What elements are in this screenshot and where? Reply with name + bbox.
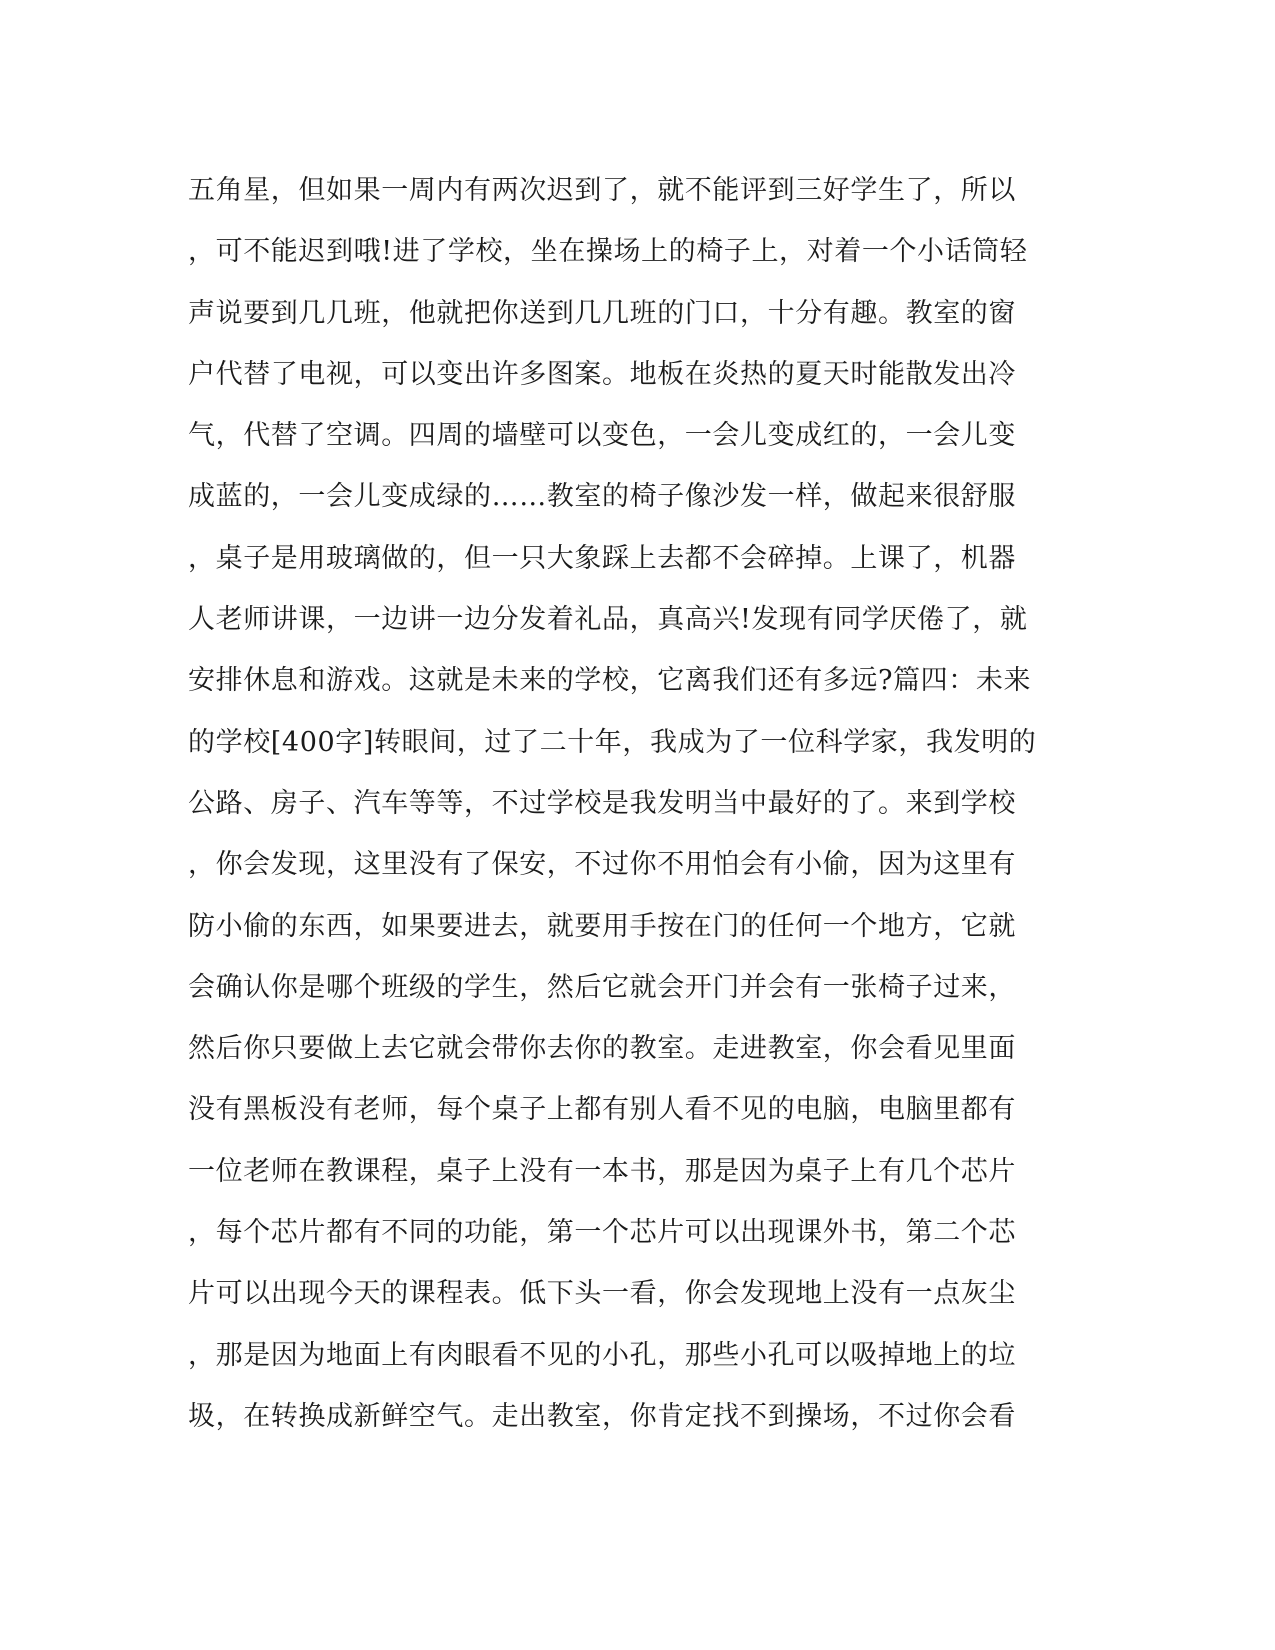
text-line: ，桌子是用玻璃做的，但一只大象踩上去都不会碎掉。上课了，机器 [188,542,1016,574]
text-line: 没有黑板没有老师，每个桌子上都有别人看不见的电脑，电脑里都有 [188,1094,1016,1126]
text-line: 的学校[400字]转眼间，过了二十年，我成为了一位科学家，我发明的 [188,726,1037,758]
text-line: ，每个芯片都有不同的功能，第一个芯片可以出现课外书，第二个芯 [188,1217,1016,1249]
text-line: 公路、房子、汽车等等，不过学校是我发明当中最好的了。来到学校 [188,787,1016,819]
text-line: ，那是因为地面上有肉眼看不见的小孔，那些小孔可以吸掉地上的垃 [188,1339,1016,1371]
text-line: 然后你只要做上去它就会带你去你的教室。走进教室，你会看见里面 [188,1033,1016,1065]
text-line: 一位老师在教课程，桌子上没有一本书，那是因为桌子上有几个芯片 [188,1155,1016,1187]
text-line: 成蓝的，一会儿变成绿的……教室的椅子像沙发一样，做起来很舒服 [188,481,1016,513]
body-text [188,160,1068,1447]
text-line: 片可以出现今天的课程表。低下头一看，你会发现地上没有一点灰尘 [188,1278,1016,1310]
text-line: 户代替了电视，可以变出许多图案。地板在炎热的夏天时能散发出冷 [188,358,1016,390]
text-line: 人老师讲课，一边讲一边分发着礼品，真高兴!发现有同学厌倦了，就 [188,604,1028,636]
text-line: 圾，在转换成新鲜空气。走出教室，你肯定找不到操场，不过你会看 [188,1400,1016,1432]
text-line: 气，代替了空调。四周的墙壁可以变色，一会儿变成红的，一会儿变 [188,420,1016,452]
text-line: 声说要到几几班，他就把你送到几几班的门口，十分有趣。教室的窗 [188,297,1016,329]
text-line: 会确认你是哪个班级的学生，然后它就会开门并会有一张椅子过来， [188,971,1016,1003]
text-line: 五角星，但如果一周内有两次迟到了，就不能评到三好学生了，所以 [188,175,1016,206]
text-line: 安排休息和游戏。这就是未来的学校，它离我们还有多远?篇四：未来 [188,665,1032,697]
text-line: 防小偷的东西，如果要进去，就要用手按在门的任何一个地方，它就 [188,910,1016,942]
text-line: ，可不能迟到哦!进了学校，坐在操场上的椅子上，对着一个小话筒轻 [188,236,1028,268]
text-line: ，你会发现，这里没有了保安，不过你不用怕会有小偷，因为这里有 [188,849,1016,881]
